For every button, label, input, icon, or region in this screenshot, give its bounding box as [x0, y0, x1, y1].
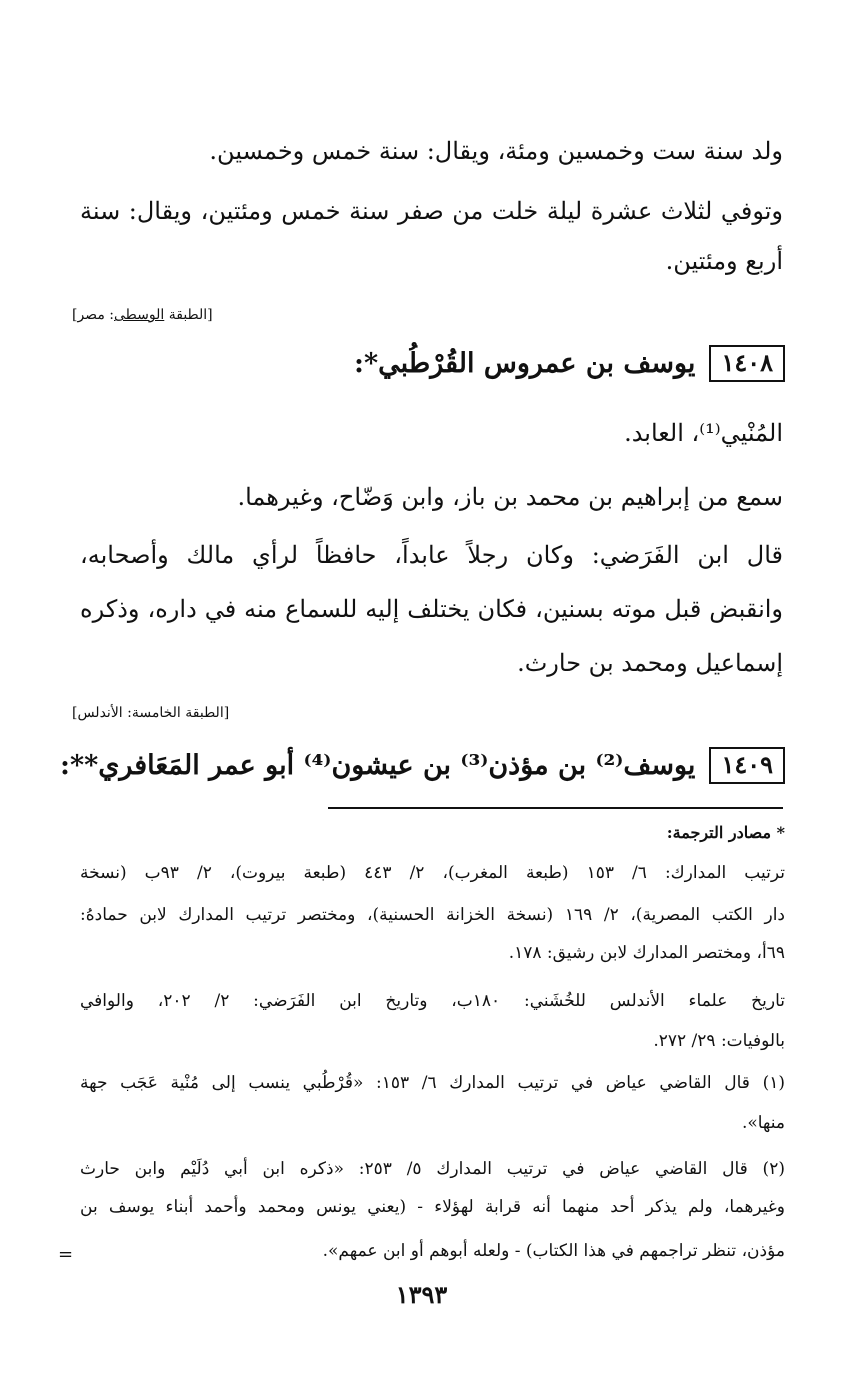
entry-number: ١٤٠٨: [709, 345, 785, 382]
footnote-2: (٢) قال القاضي عياض في ترتيب المدارك ٥/ ٢٥٣: «ذكره ابن أبي دُلَيْم وابن حارث: [80, 1159, 785, 1179]
footnote-line: بالوفيات: ٢٩/ ٢٧٢.: [653, 1031, 785, 1051]
text-line-quote-2: وانقبض قبل موته بسنين، فكان يختلف إليه للسماع منه في داره، وذكره: [80, 595, 784, 623]
entry-number: ١٤٠٩: [709, 747, 785, 784]
footnote-line: ترتيب المدارك: ٦/ ١٥٣ (طبعة المغرب)، ٢/ ٤٤٣ (طبعة بيروت)، ٢/ ٩٣ب (نسخة: [80, 863, 785, 883]
page-number: ١٣٩٣: [395, 1280, 448, 1309]
tabaqa-tag-1: [72, 307, 213, 323]
tag-part: : مصر]: [72, 307, 114, 323]
entry-title: يوسف⁽²⁾ بن مؤذن⁽³⁾ بن عيشون⁽⁴⁾ أبو عمر المَعَافري**:: [60, 750, 696, 782]
text-line-birth: ولد سنة ست وخمسين ومئة، ويقال: سنة خمس وخمسين.: [209, 137, 783, 165]
text-line-quote-3: إسماعيل ومحمد بن حارث.: [517, 649, 783, 677]
entry-heading-1408: [80, 345, 785, 382]
footnote-1: (١) قال القاضي عياض في ترتيب المدارك ٦/ ١٥٣: «قُرْطُبي ينسب إلى مُنْية عَجَب جهة: [80, 1073, 785, 1093]
text-line-death-cont: أربع ومئتين.: [665, 247, 783, 275]
tabaqa-tag-2: [الطبقة الخامسة: الأندلس]: [72, 705, 230, 721]
footnote-line: دار الكتب المصرية)، ٢/ ١٦٩ (نسخة الخزانة الحسنية)، ومختصر ترتيب المدارك لابن حمادهُ:: [80, 905, 785, 925]
entry-heading-1409: [60, 747, 785, 784]
footnote-2-cont: وغيرهما، ولم يذكر أحد منهما أنه قرابة لهؤلاء - (يعني يونس ومحمد وأحمد أبناء يوسف بن: [80, 1197, 785, 1217]
continuation-mark: =: [58, 1244, 74, 1265]
footnote-separator: [328, 807, 783, 809]
footnote-1-cont: منها».: [741, 1113, 785, 1133]
footnote-2-end: مؤذن، تنظر تراجمهم في هذا الكتاب) - ولعله أبوهم أو ابن عمهم».: [322, 1241, 785, 1261]
footnote-line: ٦٩أ، ومختصر المدارك لابن رشيق: ١٧٨.: [508, 943, 785, 963]
footnote-line: تاريخ علماء الأندلس للخُشَني: ١٨٠ب، وتاريخ ابن الفَرَضي: ٢/ ٢٠٢، والوافي: [80, 991, 785, 1011]
text-line-nisba: المُنْيي⁽¹⁾، العابد.: [624, 419, 783, 447]
entry-title: يوسف بن عمروس القُرْطُبي*:: [354, 348, 696, 380]
text-line-quote-1: قال ابن الفَرَضي: وكان رجلاً عابداً، حافظاً لرأي مالك وأصحابه،: [80, 541, 783, 569]
text-line-teachers: سمع من إبراهيم بن محمد بن باز، وابن وَضّاح، وغيرهما.: [237, 483, 783, 511]
footnote-sources-heading: * مصادر الترجمة:: [666, 823, 785, 842]
tag-part: [الطبقة: [164, 307, 213, 323]
text-line-death: وتوفي لثلاث عشرة ليلة خلت من صفر سنة خمس ومئتين، ويقال: سنة: [80, 197, 783, 225]
tag-underlined: الوسطى: [114, 307, 165, 323]
